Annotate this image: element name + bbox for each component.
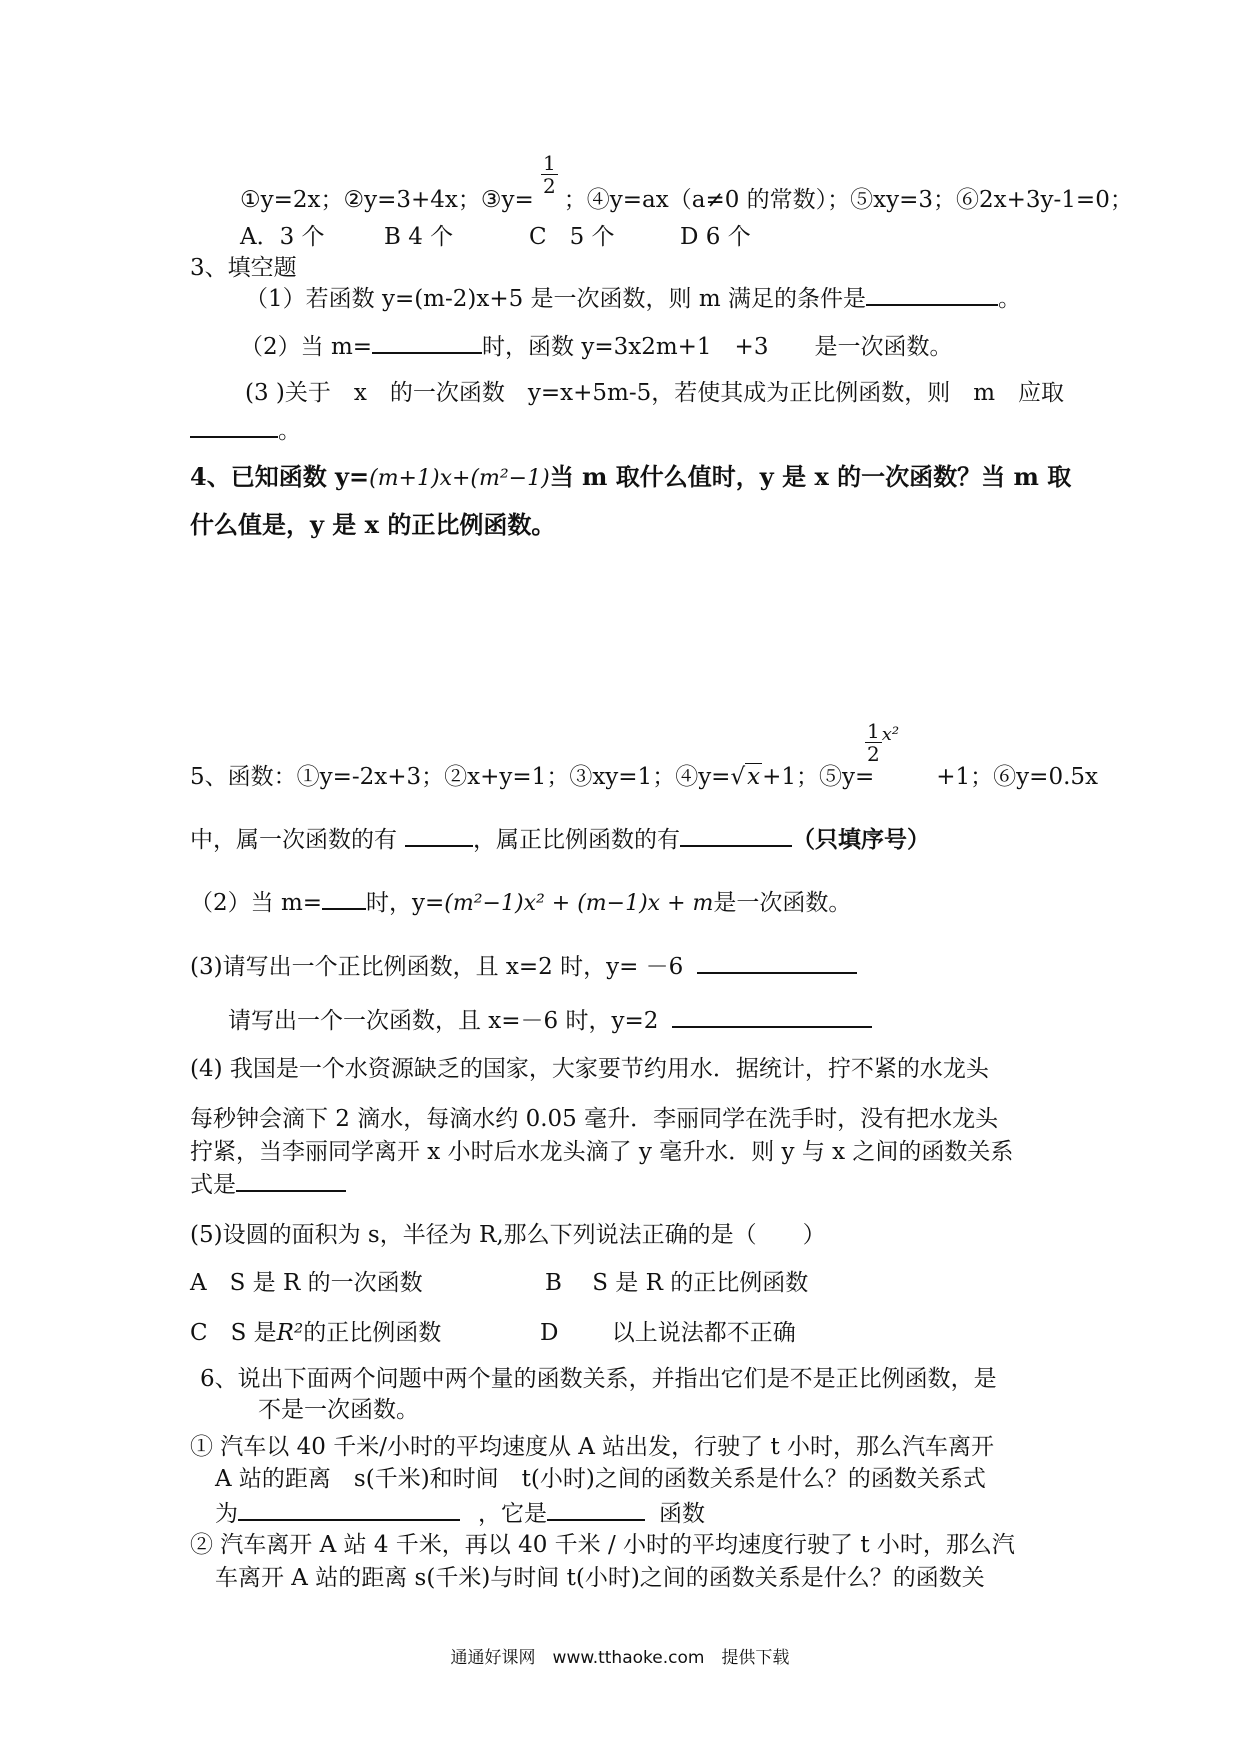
q2-option-b: B 4 个 xyxy=(384,224,454,250)
q6-part-1-type-blank[interactable] xyxy=(547,1497,645,1521)
q4-line-2: 什么值是，y 是 x 的正比例函数。 xyxy=(190,510,556,539)
q5-item-4-line-4: 式是 xyxy=(190,1168,346,1200)
q5-item-4-blank[interactable] xyxy=(236,1168,346,1192)
q3-title: 3、填空题 xyxy=(190,255,297,281)
q5-item-2-blank[interactable] xyxy=(322,886,366,910)
q6-part-2-line-1: ② 汽车离开 A 站 4 千米，再以 40 千米 / 小时的平均速度行驶了 t 小时，那么汽 xyxy=(190,1532,1015,1558)
q5-option-d: D 以上说法都不正确 xyxy=(540,1320,796,1346)
q2-option-a: A．3 个 xyxy=(240,224,325,250)
q6-part-1-formula-blank[interactable] xyxy=(238,1497,460,1521)
q2-function-list: ①y=2x；②y=3+4x；③y= ；④y=ax（a≠0 的常数）；⑤xy=3；⑥2x+3y-1=0； xyxy=(240,187,1133,213)
q5-item-3a-blank[interactable] xyxy=(697,950,857,974)
q5-item-2: （2）当 m= 时，y=(m²−1)x² + (m−1)x + m是一次函数。 xyxy=(190,886,851,919)
q4-line-1: 4、已知函数 y=(m+1)x+(m²−1)当 m 取什么值时，y 是 x 的一次函数？当 m 取 xyxy=(190,462,1072,491)
q6-line-1: 6、说出下面两个问题中两个量的函数关系，并指出它们是不是正比例函数，是 xyxy=(200,1366,997,1392)
q5-half-fraction: $\frac{1}{2}$ xyxy=(867,719,880,766)
q5-item-2-formula: (m²−1)x² + (m−1)x + m xyxy=(444,891,714,916)
q3-item-1-blank[interactable] xyxy=(866,282,998,306)
q6-part-1-line-2: A 站的距离 s(千米)和时间 t(小时)之间的函数关系是什么？的函数关系式 xyxy=(215,1466,986,1492)
q5-item-3a: (3)请写出一个正比例函数，且 x=2 时，y= －6 xyxy=(190,950,857,982)
q6-part-2-line-2: 车离开 A 站的距离 s(千米)与时间 t(小时)之间的函数关系是什么？的函数关 xyxy=(215,1565,985,1591)
page-footer: 通通好课网 www.tthaoke.com 提供下载 xyxy=(450,1648,790,1668)
q5-option-c: C S 是R²的正比例函数 xyxy=(190,1320,442,1346)
q3-item-1: （1）若函数 y=(m-2)x+5 是一次函数，则 m 满足的条件是 。 xyxy=(245,282,1021,314)
q5-item-4-line-1: (4) 我国是一个水资源缺乏的国家，大家要节约用水．据统计，拧不紧的水龙头 xyxy=(190,1056,989,1082)
q5-item-4-line-2: 每秒钟会滴下 2 滴水，每滴水约 0.05 毫升．李丽同学在洗手时，没有把水龙头 xyxy=(190,1106,999,1132)
q6-part-1-line-1: ① 汽车以 40 千米/小时的平均速度从 A 站出发，行驶了 t 小时，那么汽车离开 xyxy=(190,1434,995,1460)
q2-option-c: C 5 个 xyxy=(529,224,615,250)
q5-item-3b: 请写出一个一次函数，且 x=－6 时，y=2 xyxy=(228,1004,872,1036)
q5-item-5: (5)设圆的面积为 s，半径为 R,那么下列说法正确的是（ ） xyxy=(190,1222,826,1248)
q5-proportional-blank[interactable] xyxy=(680,823,792,847)
q3-item-2: （2）当 m= 时，函数 y=3x2m+1 +3 是一次函数。 xyxy=(240,330,952,362)
q2-option-d: D 6 个 xyxy=(680,224,751,250)
q3-item-3-blank[interactable] xyxy=(190,414,278,438)
q3-item-2-blank[interactable] xyxy=(372,330,482,354)
q5-item-4-line-3: 拧紧，当李丽同学离开 x 小时后水龙头滴了 y 毫升水．则 y 与 x 之间的函数关系 xyxy=(190,1139,1014,1165)
q3-item-3-cont: 。 xyxy=(190,414,301,446)
q5-line-1: 5、函数：①y=-2x+3；②x+y=1；③xy=1；④y=√x+1；⑤y= +1；⑥y=0.5x xyxy=(190,764,1098,790)
sqrt-x: √x xyxy=(730,764,761,790)
q5-option-b: B S 是 R 的正比例函数 xyxy=(545,1270,809,1296)
q5-option-a: A S 是 R 的一次函数 xyxy=(190,1270,423,1296)
q3-item-3: (3 )关于 x 的一次函数 y=x+5m-5，若使其成为正比例函数，则 m 应取 xyxy=(245,380,1065,406)
q5-item-3b-blank[interactable] xyxy=(672,1004,872,1028)
q6-line-2: 不是一次函数。 xyxy=(258,1397,419,1423)
q5-fraction-line: $\frac{1}{2}$ $^{x^2}$ xyxy=(867,719,900,766)
q6-part-1-line-3: 为 ，它是 函数 xyxy=(215,1497,705,1529)
q5-line-2: 中，属一次函数的有 ，属正比例函数的有 （只填序号） xyxy=(190,823,930,855)
q2-half-fraction: $\frac{1}{2}$ xyxy=(543,151,556,198)
q4-formula: (m+1)x+(m²−1) xyxy=(369,466,550,491)
q5-linear-blank[interactable] xyxy=(405,823,473,847)
